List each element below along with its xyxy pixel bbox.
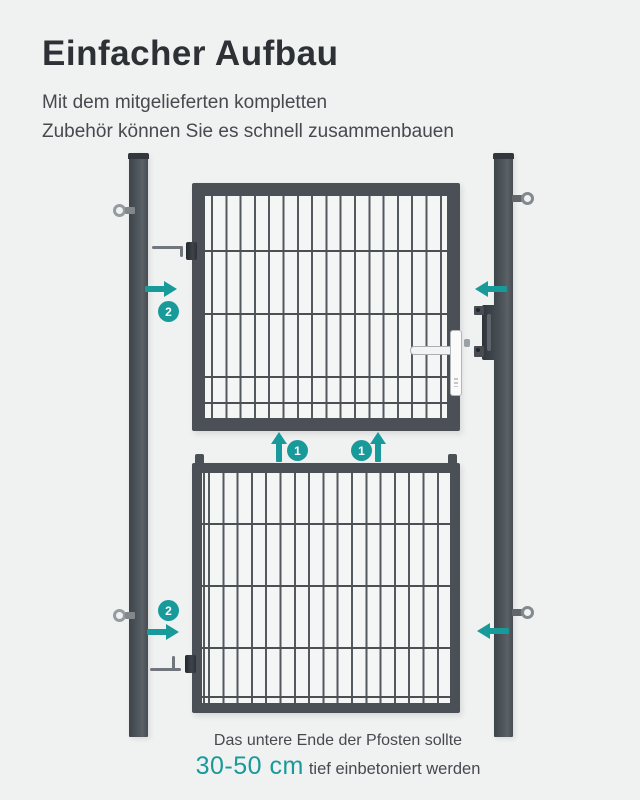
right-post-bracket-top-icon <box>512 192 532 205</box>
subtitle-line-2: Zubehör können Sie es schnell zusammenbauen <box>42 121 454 142</box>
arrow-left-icon <box>475 281 507 297</box>
depth-highlight: 30-50 cm <box>195 752 304 780</box>
arrow-right-icon <box>145 281 177 297</box>
lower-gate-panel <box>192 463 460 713</box>
step-badge-1-left: 1 <box>287 440 308 461</box>
left-post-eyelet-top-icon <box>113 203 137 217</box>
panel-connector-stub-left <box>195 454 204 466</box>
arrow-up-icon <box>370 432 386 462</box>
step-badge-1-right: 1 <box>351 440 372 461</box>
step-badge-2-upper: 2 <box>158 301 179 322</box>
footer-note-line-2 <box>30 752 640 781</box>
keeper-lug-top <box>474 306 484 315</box>
footer-note-line-2-rest: tief einbetoniert werden <box>308 760 481 778</box>
panel-connector-stub-right <box>448 454 457 466</box>
hinge-pin-bottom-icon <box>150 655 182 672</box>
mesh-wire <box>205 250 447 252</box>
gate-lock <box>410 328 470 398</box>
subtitle-line-1: Mit dem mitgelieferten kompletten <box>42 92 328 113</box>
page-title: Einfacher Aufbau <box>42 34 339 73</box>
page-subtitle <box>42 88 454 146</box>
mesh-wire <box>205 313 447 315</box>
lock-body <box>450 330 462 396</box>
footer-note <box>30 731 640 781</box>
mesh-wire <box>202 696 450 698</box>
mesh-wire <box>202 647 450 649</box>
mesh-wire <box>205 402 447 404</box>
footer-note-line-1: Das untere Ende der Pfosten sollte <box>213 732 463 749</box>
hinge-sleeve-top <box>186 242 197 260</box>
arrow-left-icon <box>477 623 509 639</box>
right-post-bracket-bottom-icon <box>512 606 532 619</box>
step-badge-2-lower: 2 <box>158 600 179 621</box>
right-post <box>494 153 513 737</box>
arrow-right-icon <box>147 624 179 640</box>
mesh-wire <box>202 523 450 525</box>
hinge-pin-top-icon <box>152 246 184 258</box>
lock-knob <box>464 339 470 347</box>
mesh-wire <box>202 585 450 587</box>
hinge-sleeve-bottom <box>185 655 196 673</box>
left-post <box>129 153 148 737</box>
keeper-lug-bottom <box>474 346 484 357</box>
arrow-up-icon <box>271 432 287 462</box>
latch-keeper <box>474 305 499 362</box>
lower-panel-mesh <box>202 473 450 703</box>
left-post-eyelet-bottom-icon <box>113 608 137 622</box>
